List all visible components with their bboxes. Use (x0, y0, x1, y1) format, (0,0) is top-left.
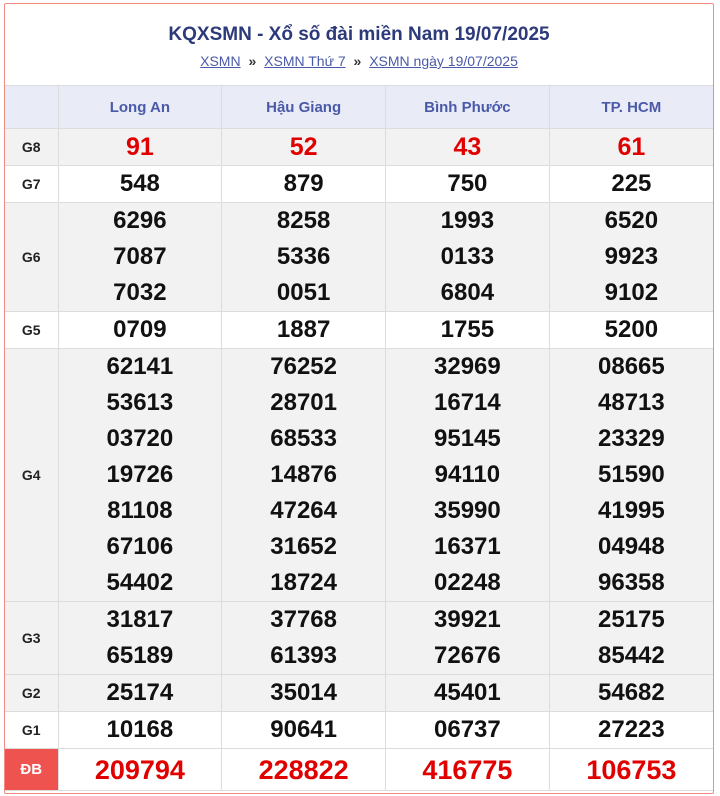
result-number: 68533 (270, 425, 337, 452)
result-cell (386, 712, 550, 749)
result-number: 228822 (258, 754, 349, 785)
result-number: 37768 (270, 606, 337, 633)
results-header (5, 4, 713, 85)
result-number: 45401 (434, 679, 501, 706)
prize-row-g4 (5, 349, 713, 602)
result-number: 548 (119, 170, 160, 197)
result-number: 14876 (270, 461, 337, 488)
prize-row-g7 (5, 166, 713, 203)
result-number: 90641 (270, 716, 337, 743)
province-header-row (5, 86, 713, 129)
result-number: 61393 (270, 642, 337, 669)
result-number: 31817 (106, 606, 174, 633)
prize-row-g2 (5, 675, 713, 712)
result-number: 76252 (270, 353, 337, 380)
result-number: 6520 (604, 207, 659, 234)
prize-label: G7 (5, 166, 58, 203)
result-cell (222, 166, 386, 203)
province-header-binh-phuoc: Bình Phước (386, 86, 550, 129)
result-number: 08665 (598, 353, 665, 380)
result-number: 03720 (106, 425, 174, 452)
prize-label: G4 (5, 349, 58, 602)
result-number: 0709 (113, 316, 167, 343)
province-header-hau-giang: Hậu Giang (222, 86, 386, 129)
result-number: 62141 (106, 353, 174, 380)
result-cell (58, 349, 222, 602)
result-cell (58, 602, 222, 675)
result-number: 81108 (107, 497, 173, 524)
result-number: 48713 (598, 389, 665, 416)
result-number: 7032 (113, 279, 167, 306)
result-number: 06737 (434, 716, 501, 743)
result-number: 106753 (586, 754, 677, 785)
result-number: 85442 (598, 642, 665, 669)
result-cell (222, 749, 386, 791)
result-number: 27223 (598, 716, 665, 743)
result-cell (386, 203, 550, 312)
result-number: 16714 (434, 389, 501, 416)
result-number: 72676 (434, 642, 501, 669)
result-number: 0051 (276, 279, 331, 306)
result-number: 28701 (270, 389, 337, 416)
prize-label: G3 (5, 602, 58, 675)
result-number: 5200 (604, 316, 659, 343)
prize-row-g1 (5, 712, 713, 749)
result-number: 9102 (604, 279, 659, 306)
prize-row-db (5, 749, 713, 791)
result-number: 879 (283, 170, 324, 197)
result-number: 54402 (106, 569, 174, 596)
result-number: 35014 (270, 679, 337, 706)
result-number: 5336 (276, 243, 331, 270)
prize-label: G5 (5, 312, 58, 349)
result-number: 18724 (270, 569, 337, 596)
result-number: 94110 (434, 461, 501, 488)
result-cell (58, 749, 222, 791)
prize-row-g5 (5, 312, 713, 349)
result-number: 65189 (106, 642, 174, 669)
result-number: 416775 (422, 754, 513, 785)
province-header-tp-hcm: TP. HCM (549, 86, 713, 129)
result-cell (222, 602, 386, 675)
result-number: 52 (289, 133, 318, 161)
result-number: 6296 (113, 207, 167, 234)
result-cell (222, 203, 386, 312)
result-cell (222, 712, 386, 749)
result-cell (386, 312, 550, 349)
prize-row-g8 (5, 129, 713, 166)
result-number: 96358 (598, 569, 665, 596)
province-header-long-an: Long An (58, 86, 222, 129)
header-corner-cell (5, 86, 58, 129)
result-cell (222, 129, 386, 166)
result-cell (549, 312, 713, 349)
result-cell (386, 602, 550, 675)
result-number: 25174 (106, 679, 174, 706)
result-number: 10168 (106, 716, 174, 743)
breadcrumb-link-xsmn-thu-7[interactable]: XSMN Thứ 7 (264, 53, 346, 69)
breadcrumb-separator: » (248, 53, 257, 69)
result-number: 16371 (434, 533, 501, 560)
result-number: 51590 (598, 461, 665, 488)
result-number: 54682 (598, 679, 665, 706)
result-cell (386, 749, 550, 791)
result-cell (58, 312, 222, 349)
result-cell (549, 203, 713, 312)
result-cell (58, 203, 222, 312)
result-number: 53613 (106, 389, 174, 416)
result-number: 67106 (106, 533, 174, 560)
result-cell (222, 312, 386, 349)
result-number: 1887 (276, 316, 331, 343)
result-cell (58, 129, 222, 166)
prize-label: G2 (5, 675, 58, 712)
result-number: 9923 (604, 243, 659, 270)
result-cell (386, 166, 550, 203)
result-number: 04948 (598, 533, 665, 560)
prize-label: G8 (5, 129, 58, 166)
results-table (5, 85, 713, 791)
breadcrumb (5, 52, 713, 70)
result-cell (58, 675, 222, 712)
result-number: 31652 (270, 533, 337, 560)
breadcrumb-link-xsmn-date[interactable]: XSMN ngày 19/07/2025 (369, 53, 518, 69)
result-number: 95145 (434, 425, 501, 452)
prize-row-g6 (5, 203, 713, 312)
result-cell (222, 349, 386, 602)
result-number: 41995 (598, 497, 665, 524)
result-number: 35990 (434, 497, 501, 524)
result-number: 225 (611, 170, 652, 197)
result-cell (549, 675, 713, 712)
result-number: 43 (453, 133, 482, 161)
results-panel (4, 3, 714, 794)
result-cell (58, 712, 222, 749)
result-number: 8258 (276, 207, 331, 234)
result-cell (386, 349, 550, 602)
result-cell (549, 349, 713, 602)
result-cell (549, 712, 713, 749)
result-number: 23329 (598, 425, 665, 452)
result-number: 47264 (270, 497, 337, 524)
result-number: 91 (125, 133, 154, 161)
prize-label: G6 (5, 203, 58, 312)
result-number: 61 (617, 133, 646, 161)
result-cell (549, 602, 713, 675)
prize-label: ĐB (5, 749, 58, 791)
result-cell (549, 166, 713, 203)
result-cell (549, 749, 713, 791)
result-cell (222, 675, 386, 712)
page-title: KQXSMN - Xổ số đài miền Nam 19/07/2025 (168, 24, 550, 45)
result-number: 6804 (440, 279, 495, 306)
result-number: 39921 (434, 606, 501, 633)
result-number: 02248 (434, 569, 501, 596)
result-number: 32969 (434, 353, 501, 380)
result-number: 0133 (440, 243, 495, 270)
prize-label: G1 (5, 712, 58, 749)
result-number: 7087 (113, 243, 167, 270)
result-cell (549, 129, 713, 166)
result-number: 750 (447, 170, 488, 197)
result-number: 19726 (106, 461, 174, 488)
result-cell (386, 675, 550, 712)
result-number: 1993 (440, 207, 495, 234)
result-number: 25175 (598, 606, 665, 633)
result-cell (386, 129, 550, 166)
result-cell (58, 166, 222, 203)
result-number: 1755 (440, 316, 495, 343)
result-number: 209794 (94, 754, 185, 785)
prize-row-g3 (5, 602, 713, 675)
breadcrumb-link-xsmn[interactable]: XSMN (200, 53, 241, 69)
breadcrumb-separator: » (353, 53, 362, 69)
